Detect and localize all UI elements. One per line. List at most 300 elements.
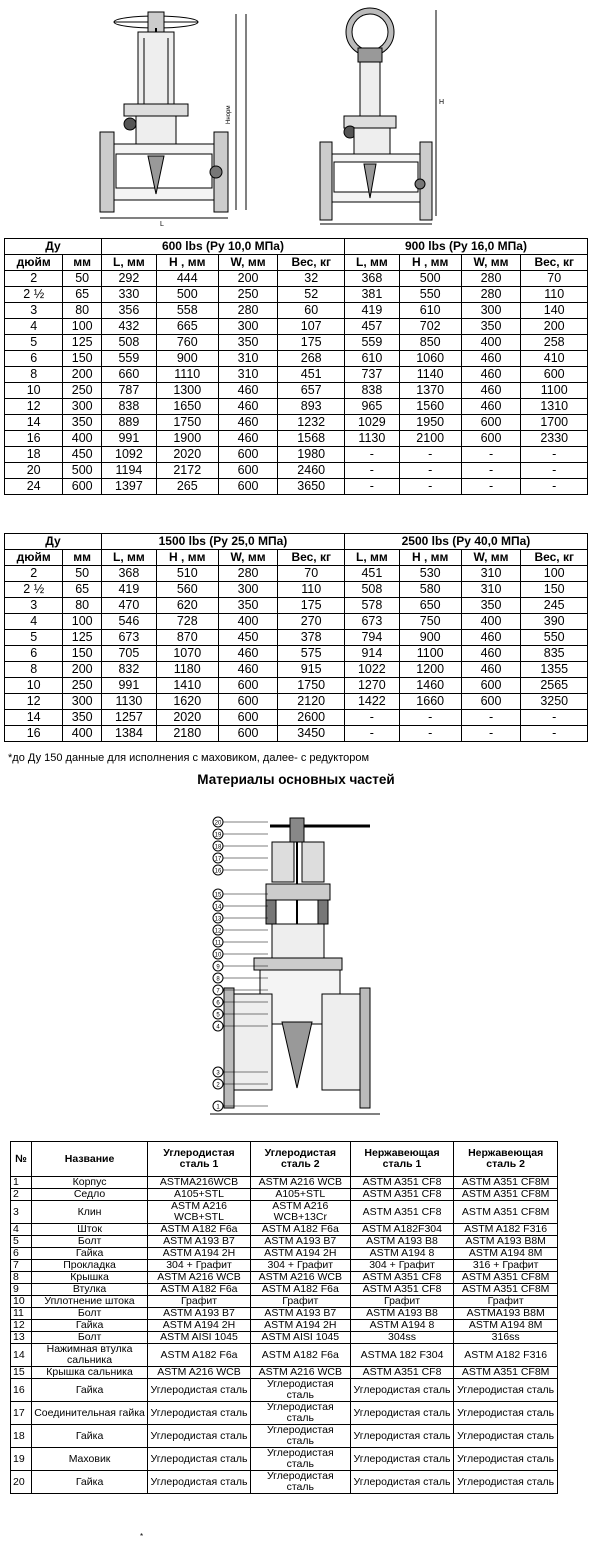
table-cell: 300 [63,694,102,710]
materials-cell: Гайка [32,1471,148,1494]
table-cell: 600 [218,710,278,726]
table-cell: 110 [521,287,588,303]
table-cell: 460 [461,646,521,662]
materials-cell: Углеродистая сталь [148,1379,251,1402]
table-cell: 835 [521,646,588,662]
callout-number: 5 [216,1012,220,1019]
table-cell: 330 [101,287,156,303]
materials-cell: ASTM A351 CF8 [350,1367,454,1379]
table-cell: - [399,710,461,726]
materials-cell: ASTMA193 B8M [454,1308,558,1320]
column-header: дюйм [5,255,63,271]
callout-number: 16 [214,868,222,875]
materials-cell: 18 [11,1425,32,1448]
materials-cell: Углеродистая сталь [148,1471,251,1494]
table-row [5,646,588,662]
table-cell: 245 [521,598,588,614]
materials-cell: Углеродистая сталь [350,1471,454,1494]
table-cell: 2330 [521,431,588,447]
table-cell: 400 [461,335,521,351]
table-cell: 600 [461,431,521,447]
table-cell: 559 [344,335,399,351]
table-row [5,399,588,415]
materials-cell: Корпус [32,1177,148,1189]
table-cell: 410 [521,351,588,367]
table-cell: 1620 [156,694,218,710]
table-cell: 838 [101,399,156,415]
table-row [5,662,588,678]
table-cell: 1140 [399,367,461,383]
table-cell: 280 [218,303,278,319]
table-cell: 760 [156,335,218,351]
table-cell: - [521,447,588,463]
table-cell: 12 [5,399,63,415]
table-cell: 457 [344,319,399,335]
table-cell: 600 [461,694,521,710]
materials-row [11,1320,558,1332]
col-group-2500: 2500 lbs (Ру 40,0 МПа) [344,534,587,550]
table-row [5,415,588,431]
table-cell: 460 [461,351,521,367]
materials-cell: ASTM A216 WCB [250,1272,350,1284]
column-header: L, мм [344,255,399,271]
table-cell: 200 [63,662,102,678]
table-cell: 451 [278,367,344,383]
materials-cell: 9 [11,1284,32,1296]
table-cell: 991 [101,431,156,447]
table-cell: 300 [218,319,278,335]
table-cell: 356 [101,303,156,319]
table-row [5,710,588,726]
table-cell: 460 [461,662,521,678]
materials-cell: Втулка [32,1284,148,1296]
materials-cell: ASTM A194 2H [250,1320,350,1332]
table-cell: 1060 [399,351,461,367]
table-cell: 558 [156,303,218,319]
column-header: Вес, кг [521,255,588,271]
materials-cell: 12 [11,1320,32,1332]
table-cell: 560 [156,582,218,598]
table-cell: 175 [278,335,344,351]
materials-column-header: Нержавеющая сталь 2 [454,1142,558,1177]
table-cell: 250 [63,678,102,694]
table-cell: 460 [461,367,521,383]
table-cell: 350 [461,319,521,335]
table-cell: 794 [344,630,399,646]
table-cell: 16 [5,726,63,742]
table-cell: 175 [278,598,344,614]
table-cell: 610 [399,303,461,319]
materials-cell: ASTM A351 CF8M [454,1284,558,1296]
table-cell: 368 [101,566,156,582]
table-cell: 2020 [156,447,218,463]
callout-number: 17 [214,856,222,863]
table-cell: 107 [278,319,344,335]
materials-cell: ASTM A182 F316 [454,1224,558,1236]
table-cell: 3 [5,303,63,319]
table-cell: 400 [63,431,102,447]
table-cell: 432 [101,319,156,335]
table-cell: 600 [218,479,278,495]
table-cell: 460 [461,399,521,415]
table-cell: 200 [218,271,278,287]
table-cell: 250 [218,287,278,303]
table-cell: 600 [521,367,588,383]
table-cell: 12 [5,694,63,710]
table-cell: 728 [156,614,218,630]
materials-row [11,1177,558,1189]
table-cell: 8 [5,662,63,678]
table-cell: 2565 [521,678,588,694]
table-cell: 673 [344,614,399,630]
materials-cell: ASTM A351 CF8M [454,1177,558,1189]
table-cell: - [521,463,588,479]
table-cell: 2 [5,271,63,287]
table-cell: 2020 [156,710,218,726]
dim-l-label: L [160,221,164,228]
table-cell: 1370 [399,383,461,399]
table-cell: 265 [156,479,218,495]
dims-table-1500-2500 [4,533,588,742]
callout-number: 18 [214,844,222,851]
table-cell: - [344,463,399,479]
materials-cell: Углеродистая сталь [454,1379,558,1402]
table-cell: 546 [101,614,156,630]
table-cell: 600 [461,678,521,694]
table-cell: 702 [399,319,461,335]
materials-cell: A105+STL [148,1189,251,1201]
table-cell: 300 [63,399,102,415]
materials-cell: Болт [32,1332,148,1344]
materials-cell: Клин [32,1201,148,1224]
table-cell: 378 [278,630,344,646]
table-cell: 1560 [399,399,461,415]
callout-number: 2 [216,1082,220,1089]
materials-row [11,1272,558,1284]
table-cell: 500 [399,271,461,287]
table-cell: 24 [5,479,63,495]
materials-cell: ASTM AISI 1045 [250,1332,350,1344]
callout-number: 11 [214,940,222,947]
materials-row [11,1332,558,1344]
materials-cell: Нажимная втулка сальника [32,1344,148,1367]
table-cell: 1200 [399,662,461,678]
column-header: мм [63,255,102,271]
table-cell: 600 [218,678,278,694]
materials-cell: ASTM A351 CF8 [350,1177,454,1189]
column-header: мм [63,550,102,566]
materials-cell: ASTM A182F304 [350,1224,454,1236]
callout-number: 6 [216,1000,220,1007]
table-cell: 750 [399,614,461,630]
table-cell: - [344,726,399,742]
table-cell: 310 [461,582,521,598]
materials-row [11,1448,558,1471]
table-cell: 460 [218,383,278,399]
table-cell: 900 [156,351,218,367]
valve-gearbox-drawing [318,4,458,230]
table-cell: 368 [344,271,399,287]
materials-cell: 14 [11,1344,32,1367]
materials-cell: Гайка [32,1379,148,1402]
table-cell: - [521,710,588,726]
table-cell: 60 [278,303,344,319]
column-header: H , мм [156,255,218,271]
materials-cell: 19 [11,1448,32,1471]
table-cell: 737 [344,367,399,383]
column-header: L, мм [344,550,399,566]
table-cell: 1100 [399,646,461,662]
table-cell: 3450 [278,726,344,742]
callout-number: 4 [216,1024,220,1031]
table-row [5,630,588,646]
table-row [5,367,588,383]
table-cell: 900 [399,630,461,646]
table-cell: 460 [218,662,278,678]
materials-column-header: Нержавеющая сталь 1 [350,1142,454,1177]
table-cell: 1270 [344,678,399,694]
table-cell: 310 [218,351,278,367]
materials-row [11,1402,558,1425]
valve-handwheel-drawing [96,4,256,230]
table-cell: 460 [218,415,278,431]
materials-cell: Углеродистая сталь [454,1402,558,1425]
table-cell: 1750 [278,678,344,694]
table-cell: 1300 [156,383,218,399]
table-cell: 2 ½ [5,582,63,598]
table-cell: 5 [5,630,63,646]
table-cell: 280 [218,566,278,582]
col-group-1500: 1500 lbs (Ру 25,0 МПа) [101,534,344,550]
table-cell: - [399,463,461,479]
materials-cell: ASTM A182 F6a [250,1284,350,1296]
materials-table [10,1141,558,1494]
table-cell: 600 [63,479,102,495]
table-cell: 1310 [521,399,588,415]
table-row [5,319,588,335]
materials-cell: ASTM A194 8 [350,1320,454,1332]
materials-heading: Материалы основных частей [197,772,395,787]
table-cell: 350 [461,598,521,614]
table-cell: 350 [63,710,102,726]
table-cell: 70 [278,566,344,582]
table-cell: 657 [278,383,344,399]
table-cell: 838 [344,383,399,399]
materials-cell: ASTM A182 F316 [454,1344,558,1367]
materials-row [11,1224,558,1236]
materials-cell: 11 [11,1308,32,1320]
materials-cell: ASTM A193 B8 [350,1308,454,1320]
column-header: Вес, кг [521,550,588,566]
table-cell: 6 [5,351,63,367]
column-header: L, мм [101,550,156,566]
materials-cell: ASTM A194 2H [148,1320,251,1332]
callout-number: 10 [214,952,222,959]
table-cell: 419 [344,303,399,319]
table-cell: 4 [5,614,63,630]
materials-row [11,1425,558,1448]
materials-column-header: № [11,1142,32,1177]
table-cell: 16 [5,431,63,447]
materials-cell: 1 [11,1177,32,1189]
materials-cell: 4 [11,1224,32,1236]
materials-cell: 304 + Графит [250,1260,350,1272]
callout-number: 3 [216,1070,220,1077]
table-cell: 6 [5,646,63,662]
table-cell: 381 [344,287,399,303]
materials-cell: Болт [32,1236,148,1248]
table-cell: 550 [521,630,588,646]
materials-cell: 15 [11,1367,32,1379]
materials-column-header: Название [32,1142,148,1177]
materials-cell: ASTM A351 CF8 [350,1189,454,1201]
callout-number: 13 [214,916,222,923]
materials-cell: Углеродистая сталь [350,1425,454,1448]
materials-row [11,1260,558,1272]
table-cell: 1092 [101,447,156,463]
table-row [5,726,588,742]
materials-cell: ASTM A351 CF8M [454,1189,558,1201]
table-cell: 5 [5,335,63,351]
table-cell: - [344,447,399,463]
materials-cell: Углеродистая сталь [350,1379,454,1402]
table-cell: 991 [101,678,156,694]
table-cell: 300 [461,303,521,319]
materials-row [11,1344,558,1367]
materials-cell: ASTM A182 F6a [250,1344,350,1367]
col-dn: Ду [5,534,102,550]
table-cell: 150 [63,646,102,662]
table-row [5,303,588,319]
footnote: *до Ду 150 данные для исполнения с маховиком, далее- с редуктором [8,752,370,764]
materials-cell: 8 [11,1272,32,1284]
table-row [5,598,588,614]
table-cell: - [461,479,521,495]
table-cell: 2 [5,566,63,582]
table-cell: 1700 [521,415,588,431]
table-cell: 80 [63,598,102,614]
materials-row [11,1296,558,1308]
table-cell: 125 [63,630,102,646]
table-cell: 400 [218,614,278,630]
table-cell: 65 [63,582,102,598]
table-cell: 965 [344,399,399,415]
table-cell: - [461,463,521,479]
table-cell: 1232 [278,415,344,431]
column-header: Вес, кг [278,255,344,271]
materials-column-header: Углеродистая сталь 1 [148,1142,251,1177]
table-cell: 1980 [278,447,344,463]
materials-cell: 13 [11,1332,32,1344]
materials-cell: Углеродистая сталь [250,1471,350,1494]
materials-cell: ASTM A182 F6a [148,1284,251,1296]
table-cell: 310 [218,367,278,383]
materials-row [11,1248,558,1260]
dims-table-600-900 [4,238,588,495]
materials-cell: Гайка [32,1425,148,1448]
table-row [5,582,588,598]
table-cell: 450 [63,447,102,463]
materials-cell: 20 [11,1471,32,1494]
table-cell: 2120 [278,694,344,710]
materials-cell: Соединительная гайка [32,1402,148,1425]
materials-row [11,1284,558,1296]
table-cell: 575 [278,646,344,662]
materials-cell: 3 [11,1201,32,1224]
table-cell: 1130 [101,694,156,710]
table-cell: 787 [101,383,156,399]
materials-cell: Графит [250,1296,350,1308]
table-cell: 508 [101,335,156,351]
materials-cell: Углеродистая сталь [148,1402,251,1425]
table-cell: 559 [101,351,156,367]
materials-cell: ASTM A193 B7 [148,1308,251,1320]
table-cell: 508 [344,582,399,598]
materials-cell: Углеродистая сталь [148,1425,251,1448]
materials-row [11,1367,558,1379]
table-cell: 1022 [344,662,399,678]
table-cell: 1110 [156,367,218,383]
table-cell: 350 [218,598,278,614]
callout-number: 20 [214,820,222,827]
table-cell: 1410 [156,678,218,694]
table-cell: 2 ½ [5,287,63,303]
table-cell: 1257 [101,710,156,726]
column-header: W, мм [461,550,521,566]
materials-cell: Гайка [32,1248,148,1260]
materials-cell: 2 [11,1189,32,1201]
table-cell: - [399,479,461,495]
table-cell: 2600 [278,710,344,726]
callout-number: 15 [214,892,222,899]
table-row [5,287,588,303]
table-cell: 140 [521,303,588,319]
table-cell: 1568 [278,431,344,447]
table-cell: 14 [5,415,63,431]
materials-row [11,1236,558,1248]
table-cell: - [399,726,461,742]
materials-cell: ASTM A216 WCB [148,1367,251,1379]
materials-cell: ASTM A351 CF8 [350,1201,454,1224]
materials-cell: Углеродистая сталь [250,1425,350,1448]
table-cell: 460 [461,630,521,646]
col-group-600: 600 lbs (Ру 10,0 МПа) [101,239,344,255]
table-cell: 250 [63,383,102,399]
table-cell: 300 [218,582,278,598]
materials-cell: ASTM A216 WCB [148,1272,251,1284]
table-row [5,479,588,495]
table-cell: 270 [278,614,344,630]
table-cell: 150 [63,351,102,367]
table-cell: 280 [461,287,521,303]
materials-cell: ASTM A216 WCB [250,1177,350,1189]
materials-row [11,1471,558,1494]
materials-cell: ASTM A351 CF8M [454,1367,558,1379]
materials-cell: ASTM A193 B8 [350,1236,454,1248]
table-cell: 70 [521,271,588,287]
table-cell: 1194 [101,463,156,479]
table-cell: 610 [344,351,399,367]
table-cell: 310 [461,566,521,582]
table-cell: 470 [101,598,156,614]
table-cell: 1029 [344,415,399,431]
materials-cell: ASTM A182 F6a [148,1344,251,1367]
table-cell: 705 [101,646,156,662]
table-cell: 32 [278,271,344,287]
table-cell: 1130 [344,431,399,447]
materials-cell: ASTM A182 F6a [148,1224,251,1236]
table-cell: 451 [344,566,399,582]
